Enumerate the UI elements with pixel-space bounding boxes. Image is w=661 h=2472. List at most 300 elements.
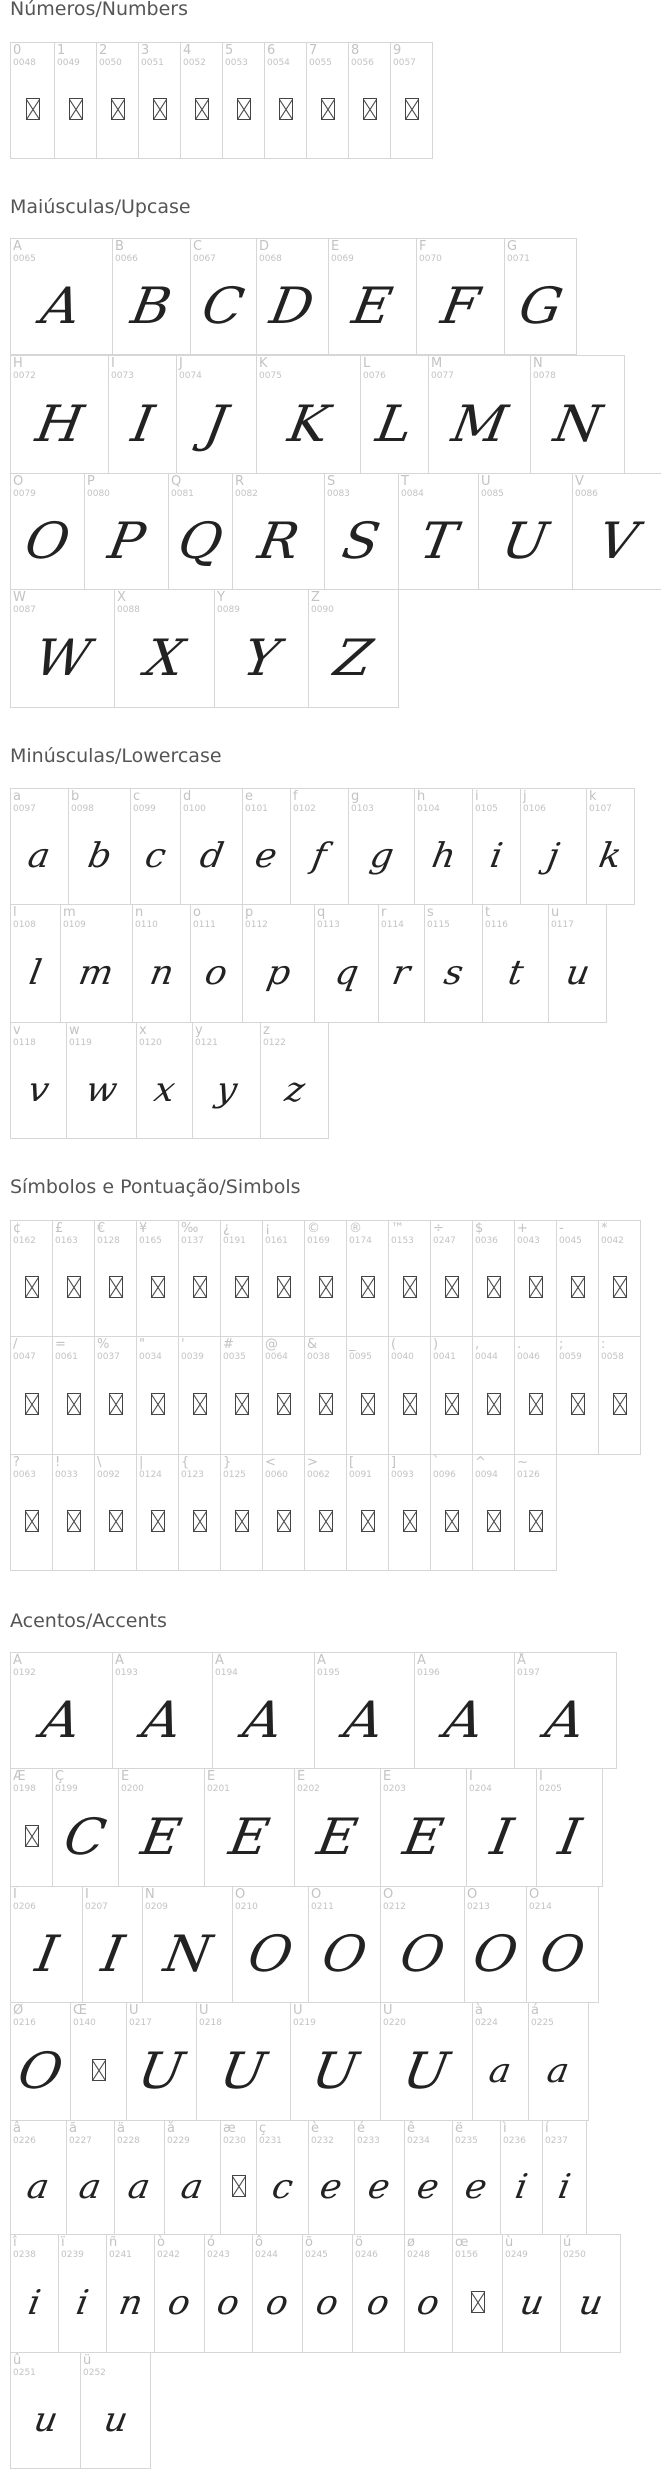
glyph-char-label: € xyxy=(97,1221,106,1236)
glyph-char-label: ¿ xyxy=(223,1221,230,1236)
glyph-sample-text: N xyxy=(549,394,606,453)
glyph-char-label: R xyxy=(235,474,245,489)
missing-glyph-icon xyxy=(25,1510,39,1532)
glyph-sample-text: t xyxy=(504,952,527,993)
glyph-char-label: m xyxy=(63,905,76,920)
glyph-code-label: 0121 xyxy=(195,1038,218,1048)
glyph-sample xyxy=(11,923,60,1022)
glyph-code-label: 0056 xyxy=(351,58,374,68)
glyph-char-label: Ï xyxy=(85,1887,89,1902)
glyph-sample-text: n xyxy=(146,952,177,993)
glyph-char-label: O xyxy=(13,474,24,489)
glyph-cell xyxy=(466,1768,537,1887)
glyph-sample-text: g xyxy=(366,835,397,876)
glyph-sample-text: r xyxy=(389,952,414,993)
glyph-code-label: 0140 xyxy=(73,2018,96,2028)
glyph-char-label: q xyxy=(317,905,326,920)
glyph-code-label: 0050 xyxy=(99,58,122,68)
glyph-char-label: S xyxy=(327,474,336,489)
glyph-cell xyxy=(204,1768,295,1887)
glyph-char-label: õ xyxy=(305,2235,313,2250)
glyph-code-label: 0082 xyxy=(235,489,258,499)
glyph-sample xyxy=(115,608,214,707)
glyph-cell xyxy=(136,1022,193,1139)
glyph-cell xyxy=(176,355,257,474)
glyph-code-label: 0039 xyxy=(181,1352,204,1362)
glyph-cell xyxy=(560,2234,621,2353)
glyph-cell xyxy=(572,473,661,590)
glyph-code-label: 0201 xyxy=(207,1784,230,1794)
glyph-char-label: Ú xyxy=(199,2003,209,2018)
glyph-sample-text: a xyxy=(178,2166,207,2207)
glyph-sample-text: a xyxy=(24,2166,53,2207)
glyph-char-label: Û xyxy=(293,2003,303,2018)
glyph-sample-text: O xyxy=(535,1924,590,1983)
glyph-sample xyxy=(309,608,398,707)
glyph-cell xyxy=(598,1220,641,1337)
glyph-code-label: 0076 xyxy=(363,371,386,381)
glyph-code-label: 0125 xyxy=(223,1470,246,1480)
glyph-sample xyxy=(349,807,414,904)
glyph-sample xyxy=(11,1041,66,1138)
glyph-code-label: 0237 xyxy=(545,2136,568,2146)
glyph-cell xyxy=(60,904,133,1023)
glyph-char-label: - xyxy=(559,1221,564,1236)
glyph-sample-text: o xyxy=(414,2282,443,2323)
glyph-cell xyxy=(180,42,223,159)
glyph-cell xyxy=(232,473,325,590)
glyph-sample-text: E xyxy=(399,1807,448,1866)
glyph-code-label: 0213 xyxy=(467,1902,490,1912)
glyph-code-label: 0100 xyxy=(183,804,206,814)
glyph-code-label: 0054 xyxy=(267,58,290,68)
glyph-char-label: 4 xyxy=(183,43,192,58)
glyph-char-label: 8 xyxy=(351,43,360,58)
glyph-code-label: 0195 xyxy=(317,1668,340,1678)
missing-glyph-icon xyxy=(109,1393,123,1415)
missing-glyph-icon xyxy=(445,1510,459,1532)
glyph-code-label: 0227 xyxy=(69,2136,92,2146)
glyph-sample xyxy=(137,1041,192,1138)
glyph-char-label: Ã xyxy=(317,1653,326,1668)
glyph-code-label: 0247 xyxy=(433,1236,456,1246)
glyph-sample xyxy=(587,807,634,904)
glyph-code-label: 0124 xyxy=(139,1470,162,1480)
glyph-cell xyxy=(314,1652,415,1769)
glyph-sample xyxy=(67,2139,114,2234)
glyph-code-label: 0071 xyxy=(507,254,530,264)
glyph-code-label: 0101 xyxy=(245,804,268,814)
glyph-code-label: 0055 xyxy=(309,58,332,68)
glyph-char-label: Ä xyxy=(417,1653,426,1668)
glyph-char-label: : xyxy=(601,1337,606,1352)
glyph-cell xyxy=(502,2234,561,2353)
glyph-code-label: 0198 xyxy=(13,1784,36,1794)
glyph-cell xyxy=(68,788,131,905)
glyph-cell xyxy=(164,2120,221,2235)
glyph-sample-text: S xyxy=(338,511,385,570)
glyph-char-label: é xyxy=(357,2121,365,2136)
glyph-char-label: i xyxy=(475,789,479,804)
glyph-sample-text: W xyxy=(30,628,95,687)
glyph-code-label: 0200 xyxy=(121,1784,144,1794)
glyph-code-label: 0250 xyxy=(563,2250,586,2260)
glyph-cell xyxy=(346,1454,389,1571)
glyph-sample-text: M xyxy=(447,394,512,453)
glyph-char-label: æ xyxy=(223,2121,236,2136)
missing-glyph-icon xyxy=(235,1510,249,1532)
glyph-sample-text: b xyxy=(84,835,115,876)
glyph-char-label: r xyxy=(381,905,387,920)
glyph-code-label: 0243 xyxy=(207,2250,230,2260)
glyph-sample xyxy=(155,2253,204,2352)
glyph-code-label: 0092 xyxy=(97,1470,120,1480)
glyph-char-label: K xyxy=(259,356,268,371)
glyph-sample-text: O xyxy=(395,1924,450,1983)
glyph-char-label: @ xyxy=(265,1337,278,1352)
glyph-code-label: 0231 xyxy=(259,2136,282,2146)
glyph-char-label: Œ xyxy=(73,2003,87,2018)
missing-glyph-icon xyxy=(193,1393,207,1415)
glyph-sample-text: x xyxy=(150,1069,179,1110)
glyph-char-label: À xyxy=(13,1653,22,1668)
glyph-cell xyxy=(220,2120,257,2235)
glyph-char-label: n xyxy=(135,905,144,920)
glyph-code-label: 0238 xyxy=(13,2250,36,2260)
glyph-sample xyxy=(315,923,378,1022)
glyph-sample xyxy=(11,2021,70,2120)
glyph-code-label: 0091 xyxy=(349,1470,372,1480)
glyph-cell xyxy=(514,1652,617,1769)
glyph-char-label: $ xyxy=(475,1221,484,1236)
glyph-char-label: 6 xyxy=(267,43,276,58)
glyph-cell xyxy=(354,2120,405,2235)
glyph-sample xyxy=(399,492,478,589)
glyph-char-label: * xyxy=(601,1221,608,1236)
glyph-cell xyxy=(380,1768,467,1887)
glyph-sample-text: v xyxy=(24,1069,53,1110)
glyph-sample xyxy=(119,1787,204,1886)
glyph-char-label: Æ xyxy=(13,1769,26,1784)
glyph-char-label: à xyxy=(475,2003,483,2018)
glyph-char-label: ~ xyxy=(517,1455,528,1470)
glyph-code-label: 0203 xyxy=(383,1784,406,1794)
glyph-char-label: h xyxy=(417,789,426,804)
glyph-char-label: x xyxy=(139,1023,147,1038)
glyph-sample xyxy=(361,374,428,473)
glyph-cell xyxy=(472,1336,515,1455)
missing-glyph-icon xyxy=(487,1510,501,1532)
glyph-cell xyxy=(256,355,361,474)
glyph-code-label: 0068 xyxy=(259,254,282,264)
glyph-sample-text: L xyxy=(371,394,418,453)
glyph-code-label: 0104 xyxy=(417,804,440,814)
glyph-cell xyxy=(178,1336,221,1455)
glyph-cell xyxy=(10,2120,67,2235)
glyph-code-label: 0066 xyxy=(115,254,138,264)
missing-glyph-icon xyxy=(571,1393,585,1415)
glyph-cell xyxy=(130,788,181,905)
glyph-char-label: F xyxy=(419,239,427,254)
glyph-char-label: ç xyxy=(259,2121,267,2136)
glyph-code-label: 0211 xyxy=(311,1902,334,1912)
glyph-cell xyxy=(52,1454,95,1571)
glyph-cell xyxy=(430,1454,473,1571)
glyph-sample-text: B xyxy=(127,276,176,335)
glyph-code-label: 0053 xyxy=(225,58,248,68)
glyph-char-label: " xyxy=(139,1337,145,1352)
glyph-char-label: ¡ xyxy=(265,1221,271,1236)
glyph-code-label: 0089 xyxy=(217,605,240,615)
glyph-sample-text: e xyxy=(317,2166,346,2207)
glyph-code-label: 0115 xyxy=(427,920,450,930)
glyph-char-label: Y xyxy=(217,590,225,605)
glyph-cell xyxy=(154,2234,205,2353)
glyph-char-label: v xyxy=(13,1023,21,1038)
glyph-cell xyxy=(482,904,549,1023)
glyph-code-label: 0110 xyxy=(135,920,158,930)
glyph-sample xyxy=(355,2139,404,2234)
glyph-cell xyxy=(54,42,97,159)
glyph-sample-text: c xyxy=(268,2166,297,2207)
glyph-sample-text: Z xyxy=(330,628,377,687)
glyph-code-label: 0156 xyxy=(455,2250,478,2260)
glyph-char-label: £ xyxy=(55,1221,64,1236)
glyph-sample-text: U xyxy=(399,2041,454,2100)
glyph-sample xyxy=(85,492,168,589)
glyph-cell xyxy=(380,2002,473,2121)
glyph-code-label: 0193 xyxy=(115,1668,138,1678)
glyph-code-label: 0235 xyxy=(455,2136,478,2146)
glyph-code-label: 0074 xyxy=(179,371,202,381)
glyph-sample-text: A xyxy=(340,1690,389,1749)
section-title-symbols: Símbolos e Pontuação/Simbols xyxy=(10,1176,301,1198)
glyph-cell xyxy=(308,589,399,708)
glyph-sample-text: I xyxy=(127,394,158,453)
glyph-cell xyxy=(70,2002,127,2121)
glyph-sample xyxy=(479,492,572,589)
glyph-cell xyxy=(178,1220,221,1337)
glyph-char-label: ñ xyxy=(109,2235,118,2250)
glyph-sample-text: O xyxy=(20,511,75,570)
glyph-sample xyxy=(11,374,108,473)
glyph-char-label: Í xyxy=(539,1769,543,1784)
glyph-cell xyxy=(390,42,433,159)
glyph-char-label: | xyxy=(139,1455,144,1470)
glyph-char-label: ¢ xyxy=(13,1221,22,1236)
glyph-cell xyxy=(548,904,607,1023)
glyph-char-label: , xyxy=(475,1337,480,1352)
glyph-code-label: 0047 xyxy=(13,1352,36,1362)
glyph-sample xyxy=(291,2021,380,2120)
glyph-char-label: 1 xyxy=(57,43,66,58)
glyph-cell xyxy=(10,2234,59,2353)
glyph-sample xyxy=(169,492,232,589)
missing-glyph-icon xyxy=(109,1276,123,1298)
glyph-cell xyxy=(180,788,243,905)
missing-glyph-icon xyxy=(25,1393,39,1415)
missing-glyph-icon xyxy=(235,1276,249,1298)
glyph-char-label: } xyxy=(223,1455,232,1470)
glyph-char-label: Ç xyxy=(55,1769,65,1784)
glyph-cell xyxy=(242,904,315,1023)
glyph-sample-text: m xyxy=(76,952,117,993)
glyph-char-label: í xyxy=(545,2121,549,2136)
glyph-sample xyxy=(181,807,242,904)
glyph-char-label: ù xyxy=(505,2235,514,2250)
glyph-sample-text: u xyxy=(30,2399,61,2440)
glyph-sample-text: Y xyxy=(239,628,284,687)
glyph-char-label: Q xyxy=(171,474,182,489)
glyph-cell xyxy=(114,589,215,708)
glyph-cell xyxy=(190,238,257,355)
glyph-sample-text: E xyxy=(348,276,397,335)
glyph-cell xyxy=(530,355,625,474)
glyph-code-label: 0212 xyxy=(383,1902,406,1912)
glyph-cell xyxy=(380,1886,465,2003)
glyph-sample xyxy=(531,374,624,473)
missing-glyph-icon xyxy=(613,1393,627,1415)
glyph-sample-text: w xyxy=(82,1069,121,1110)
glyph-sample xyxy=(405,2253,452,2352)
glyph-sample xyxy=(521,807,586,904)
glyph-cell xyxy=(196,2002,291,2121)
missing-glyph-icon xyxy=(67,1510,81,1532)
glyph-char-label: ó xyxy=(207,2235,215,2250)
glyph-char-label: 9 xyxy=(393,43,402,58)
glyph-code-label: 0098 xyxy=(71,804,94,814)
glyph-sample-text: n xyxy=(115,2282,146,2323)
glyph-cell xyxy=(472,788,521,905)
glyph-code-label: 0224 xyxy=(475,2018,498,2028)
glyph-sample xyxy=(325,492,398,589)
glyph-char-label: P xyxy=(87,474,95,489)
glyph-char-label: 7 xyxy=(309,43,318,58)
glyph-sample xyxy=(191,257,256,354)
glyph-code-label: 0048 xyxy=(13,58,36,68)
glyph-cell xyxy=(536,1768,603,1887)
glyph-code-label: 0225 xyxy=(531,2018,554,2028)
glyph-code-label: 0081 xyxy=(171,489,194,499)
glyph-sample-text: o xyxy=(263,2282,292,2323)
glyph-cell xyxy=(136,1336,179,1455)
glyph-char-label: â xyxy=(13,2121,21,2136)
glyph-char-label: Ö xyxy=(529,1887,540,1902)
glyph-char-label: [ xyxy=(349,1455,355,1470)
missing-glyph-icon xyxy=(109,1510,123,1532)
glyph-code-label: 0112 xyxy=(245,920,268,930)
glyph-sample-text: O xyxy=(243,1924,298,1983)
glyph-sample-text: a xyxy=(544,2050,573,2091)
glyph-sample-text: o xyxy=(214,2282,243,2323)
glyph-char-label: ' xyxy=(181,1337,185,1352)
missing-glyph-icon xyxy=(69,98,83,120)
glyph-cell xyxy=(94,1220,137,1337)
glyph-char-label: ú xyxy=(563,2235,572,2250)
glyph-char-label: s xyxy=(427,905,434,920)
glyph-code-label: 0228 xyxy=(117,2136,140,2146)
glyph-sample xyxy=(107,2253,154,2352)
missing-glyph-icon xyxy=(111,98,125,120)
glyph-code-label: 0229 xyxy=(167,2136,190,2146)
glyph-char-label: ™ xyxy=(391,1221,404,1236)
glyph-sample xyxy=(381,2021,472,2120)
glyph-sample xyxy=(405,2139,452,2234)
glyph-sample-text: l xyxy=(26,952,45,993)
glyph-cell xyxy=(526,1886,599,2003)
missing-glyph-icon xyxy=(277,1510,291,1532)
glyph-cell xyxy=(528,2002,589,2121)
glyph-char-label: E xyxy=(331,239,340,254)
glyph-code-label: 0118 xyxy=(13,1038,36,1048)
glyph-sample-text: U xyxy=(308,2041,363,2100)
missing-glyph-icon xyxy=(487,1393,501,1415)
glyph-code-label: 0113 xyxy=(317,920,340,930)
glyph-code-label: 0084 xyxy=(401,489,424,499)
glyph-char-label: 5 xyxy=(225,43,234,58)
glyph-sample-text: P xyxy=(103,511,150,570)
glyph-cell xyxy=(308,1886,381,2003)
glyph-code-label: 0128 xyxy=(97,1236,120,1246)
glyph-char-label: ö xyxy=(355,2235,363,2250)
glyph-sample xyxy=(131,807,180,904)
glyph-code-label: 0108 xyxy=(13,920,36,930)
glyph-char-label: Ê xyxy=(297,1769,306,1784)
glyph-char-label: ê xyxy=(407,2121,415,2136)
missing-glyph-icon xyxy=(193,1510,207,1532)
glyph-code-label: 0226 xyxy=(13,2136,36,2146)
glyph-sample xyxy=(127,2021,196,2120)
missing-glyph-icon xyxy=(232,2175,246,2197)
glyph-char-label: B xyxy=(115,239,124,254)
glyph-sample-text: o xyxy=(165,2282,194,2323)
glyph-cell xyxy=(262,1220,305,1337)
glyph-char-label: 3 xyxy=(141,43,150,58)
glyph-char-label: á xyxy=(531,2003,539,2018)
glyph-cell xyxy=(96,42,139,159)
glyph-char-label: Ô xyxy=(383,1887,394,1902)
missing-glyph-icon xyxy=(613,1276,627,1298)
glyph-sample xyxy=(11,2139,66,2234)
glyph-sample-text: i xyxy=(25,2282,44,2323)
glyph-char-label: Ü xyxy=(383,2003,393,2018)
glyph-cell xyxy=(398,473,479,590)
glyph-char-label: å xyxy=(167,2121,175,2136)
glyph-sample xyxy=(291,807,348,904)
glyph-cell xyxy=(262,1336,305,1455)
glyph-code-label: 0122 xyxy=(263,1038,286,1048)
glyph-code-label: 0207 xyxy=(85,1902,108,1912)
glyph-code-label: 0103 xyxy=(351,804,374,814)
glyph-cell xyxy=(106,2234,155,2353)
glyph-cell xyxy=(404,2120,453,2235)
glyph-cell xyxy=(452,2234,503,2353)
glyph-code-label: 0059 xyxy=(559,1352,582,1362)
glyph-char-label: w xyxy=(69,1023,80,1038)
glyph-cell xyxy=(314,904,379,1023)
glyph-code-label: 0061 xyxy=(55,1352,78,1362)
glyph-cell xyxy=(212,1652,315,1769)
glyph-code-label: 0107 xyxy=(589,804,612,814)
glyph-code-label: 0049 xyxy=(57,58,80,68)
glyph-code-label: 0095 xyxy=(349,1352,372,1362)
glyph-cell xyxy=(256,2120,309,2235)
glyph-cell xyxy=(118,1768,205,1887)
glyph-code-label: 0244 xyxy=(255,2250,278,2260)
glyph-code-label: 0219 xyxy=(293,2018,316,2028)
glyph-char-label: D xyxy=(259,239,270,254)
glyph-code-label: 0197 xyxy=(517,1668,540,1678)
